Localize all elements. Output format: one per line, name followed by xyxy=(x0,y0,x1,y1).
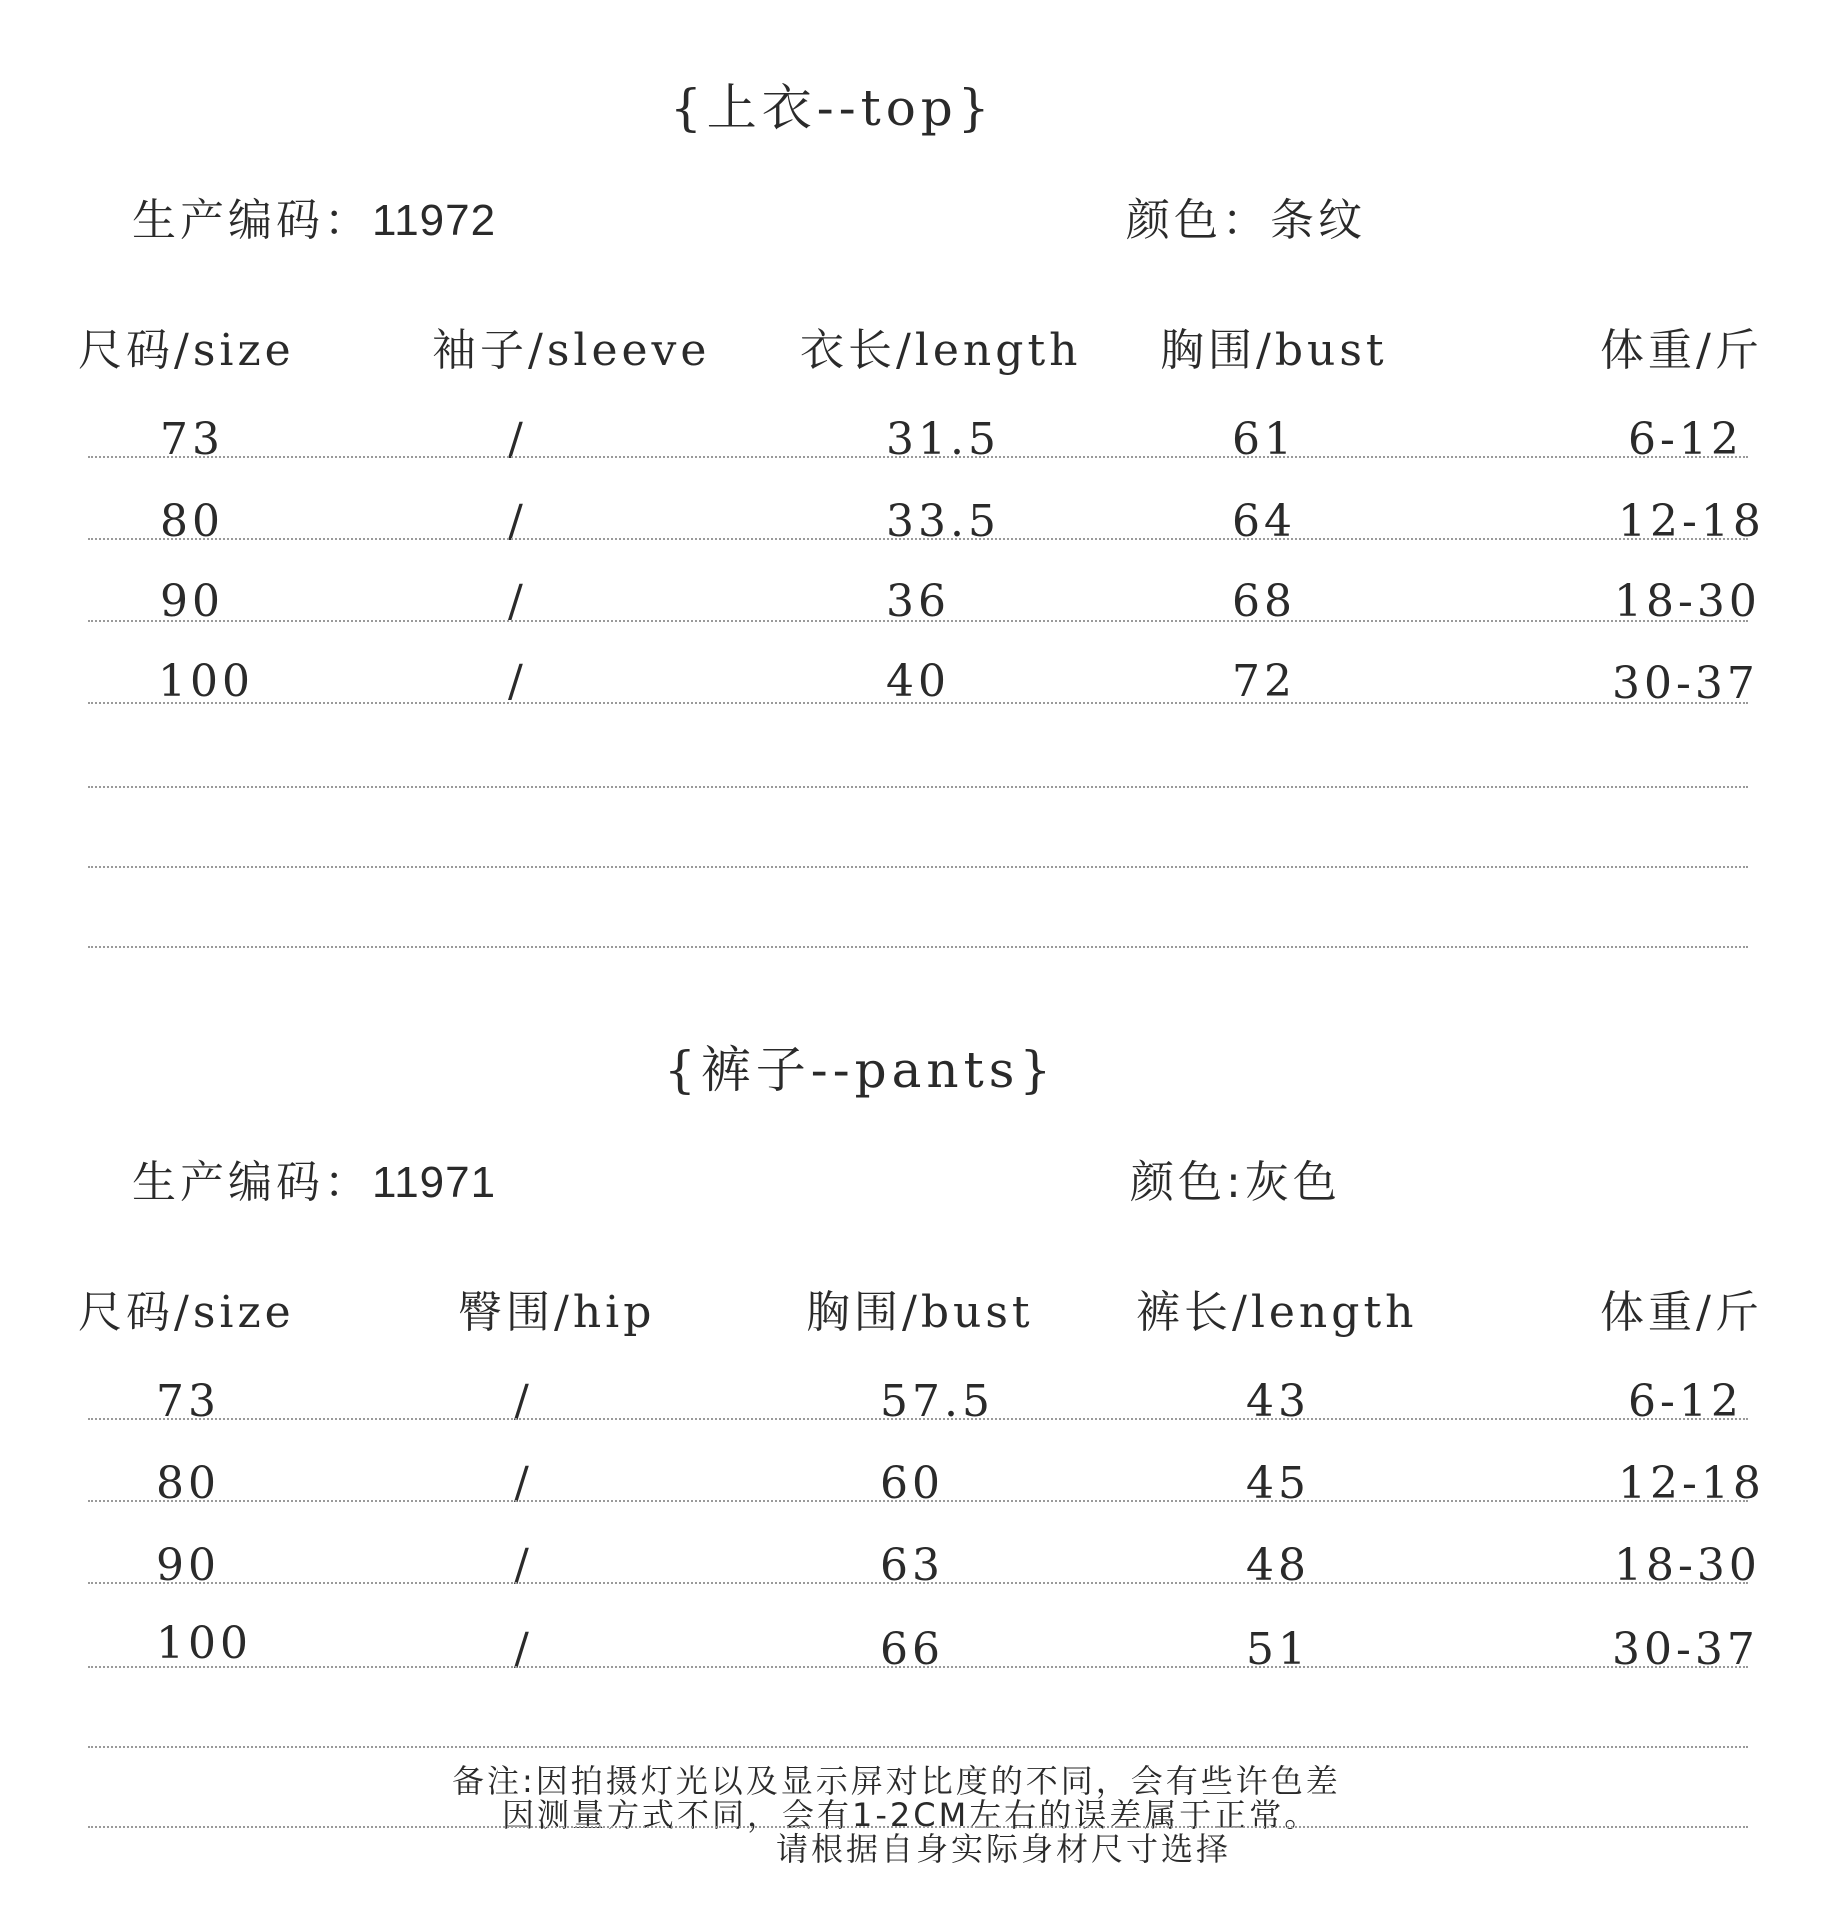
table-cell: 33.5 xyxy=(886,496,1000,547)
row-divider xyxy=(88,1666,1748,1668)
table-cell: 90 xyxy=(156,1540,220,1591)
table-cell: / xyxy=(514,1376,533,1427)
pants-product-code-label: 生产编码： xyxy=(132,1157,372,1208)
row-divider xyxy=(88,1418,1748,1420)
table-cell: 36 xyxy=(886,576,950,627)
table-cell: 12-18 xyxy=(1618,1458,1765,1509)
pants-header-hip: 臀围/hip xyxy=(458,1287,656,1338)
top-product-code-value: 11972 xyxy=(372,196,497,245)
table-cell: 80 xyxy=(156,1458,220,1509)
top-product-code xyxy=(132,184,496,248)
pants-product-code-value: 11971 xyxy=(372,1158,497,1207)
table-cell: 18-30 xyxy=(1614,1540,1761,1591)
note-line-3: 请根据自身实际身材尺寸选择 xyxy=(776,1830,1232,1868)
row-divider xyxy=(88,538,1748,540)
table-cell: / xyxy=(514,1458,533,1509)
table-cell: / xyxy=(508,576,527,627)
row-divider xyxy=(88,456,1748,458)
table-cell: 90 xyxy=(160,576,224,627)
top-color xyxy=(1126,184,1366,248)
table-cell: 12-18 xyxy=(1618,496,1765,547)
table-cell: 48 xyxy=(1246,1540,1310,1591)
row-divider xyxy=(88,620,1748,622)
row-divider xyxy=(88,1746,1748,1748)
table-cell: 66 xyxy=(880,1624,944,1675)
table-cell: 6-12 xyxy=(1628,1376,1743,1427)
row-divider xyxy=(88,786,1748,788)
table-cell: / xyxy=(514,1540,533,1591)
row-divider xyxy=(88,1500,1748,1502)
table-cell: 6-12 xyxy=(1628,414,1743,465)
top-header-length: 衣长/length xyxy=(800,325,1082,376)
table-cell: 45 xyxy=(1246,1458,1310,1509)
table-cell: 64 xyxy=(1232,496,1296,547)
table-cell: 30-37 xyxy=(1612,658,1759,709)
table-cell: 51 xyxy=(1246,1624,1310,1675)
table-cell: 68 xyxy=(1232,576,1296,627)
pants-color xyxy=(1130,1146,1341,1210)
table-cell: 72 xyxy=(1232,656,1296,707)
pants-header-bust: 胸围/bust xyxy=(806,1287,1034,1338)
row-divider xyxy=(88,866,1748,868)
top-section-title: {上衣--top} xyxy=(670,79,995,137)
table-cell: 40 xyxy=(886,656,950,707)
top-header-weight: 体重/斤 xyxy=(1600,325,1763,376)
table-cell: 100 xyxy=(156,1618,252,1669)
table-cell: / xyxy=(508,414,527,465)
table-cell: 73 xyxy=(156,1376,220,1427)
table-cell: / xyxy=(508,496,527,547)
table-cell: 80 xyxy=(160,496,224,547)
pants-section-title: {裤子--pants} xyxy=(664,1041,1057,1099)
table-cell: 73 xyxy=(160,414,224,465)
table-cell: 60 xyxy=(880,1458,944,1509)
top-header-size: 尺码/size xyxy=(78,325,295,376)
table-cell: 100 xyxy=(158,656,254,707)
pants-color-label: 颜色: xyxy=(1130,1157,1245,1208)
note-line-2: 因测量方式不同，会有1-2CM左右的误差属于正常。 xyxy=(502,1796,1320,1834)
table-cell: 30-37 xyxy=(1612,1624,1759,1675)
table-cell: 57.5 xyxy=(880,1376,994,1427)
pants-color-value: 灰色 xyxy=(1244,1157,1341,1208)
top-header-bust: 胸围/bust xyxy=(1160,325,1388,376)
row-divider xyxy=(88,702,1748,704)
table-cell: 63 xyxy=(880,1540,944,1591)
row-divider xyxy=(88,1582,1748,1584)
pants-header-length: 裤长/length xyxy=(1136,1287,1418,1338)
row-divider xyxy=(88,946,1748,948)
top-product-code-label: 生产编码： xyxy=(132,195,372,246)
table-cell: / xyxy=(514,1624,533,1675)
pants-header-weight: 体重/斤 xyxy=(1600,1287,1763,1338)
table-cell: 61 xyxy=(1232,414,1296,465)
table-cell: 31.5 xyxy=(886,414,1000,465)
top-header-sleeve: 袖子/sleeve xyxy=(432,325,711,376)
table-cell: / xyxy=(508,656,527,707)
top-color-label: 颜色： xyxy=(1126,195,1270,246)
table-cell: 43 xyxy=(1246,1376,1310,1427)
top-color-value: 条纹 xyxy=(1270,195,1366,246)
note-line-1: 备注:因拍摄灯光以及显示屏对比度的不同，会有些许色差 xyxy=(452,1762,1341,1800)
pants-product-code xyxy=(132,1146,496,1210)
pants-header-size: 尺码/size xyxy=(78,1287,295,1338)
table-cell: 18-30 xyxy=(1614,576,1761,627)
